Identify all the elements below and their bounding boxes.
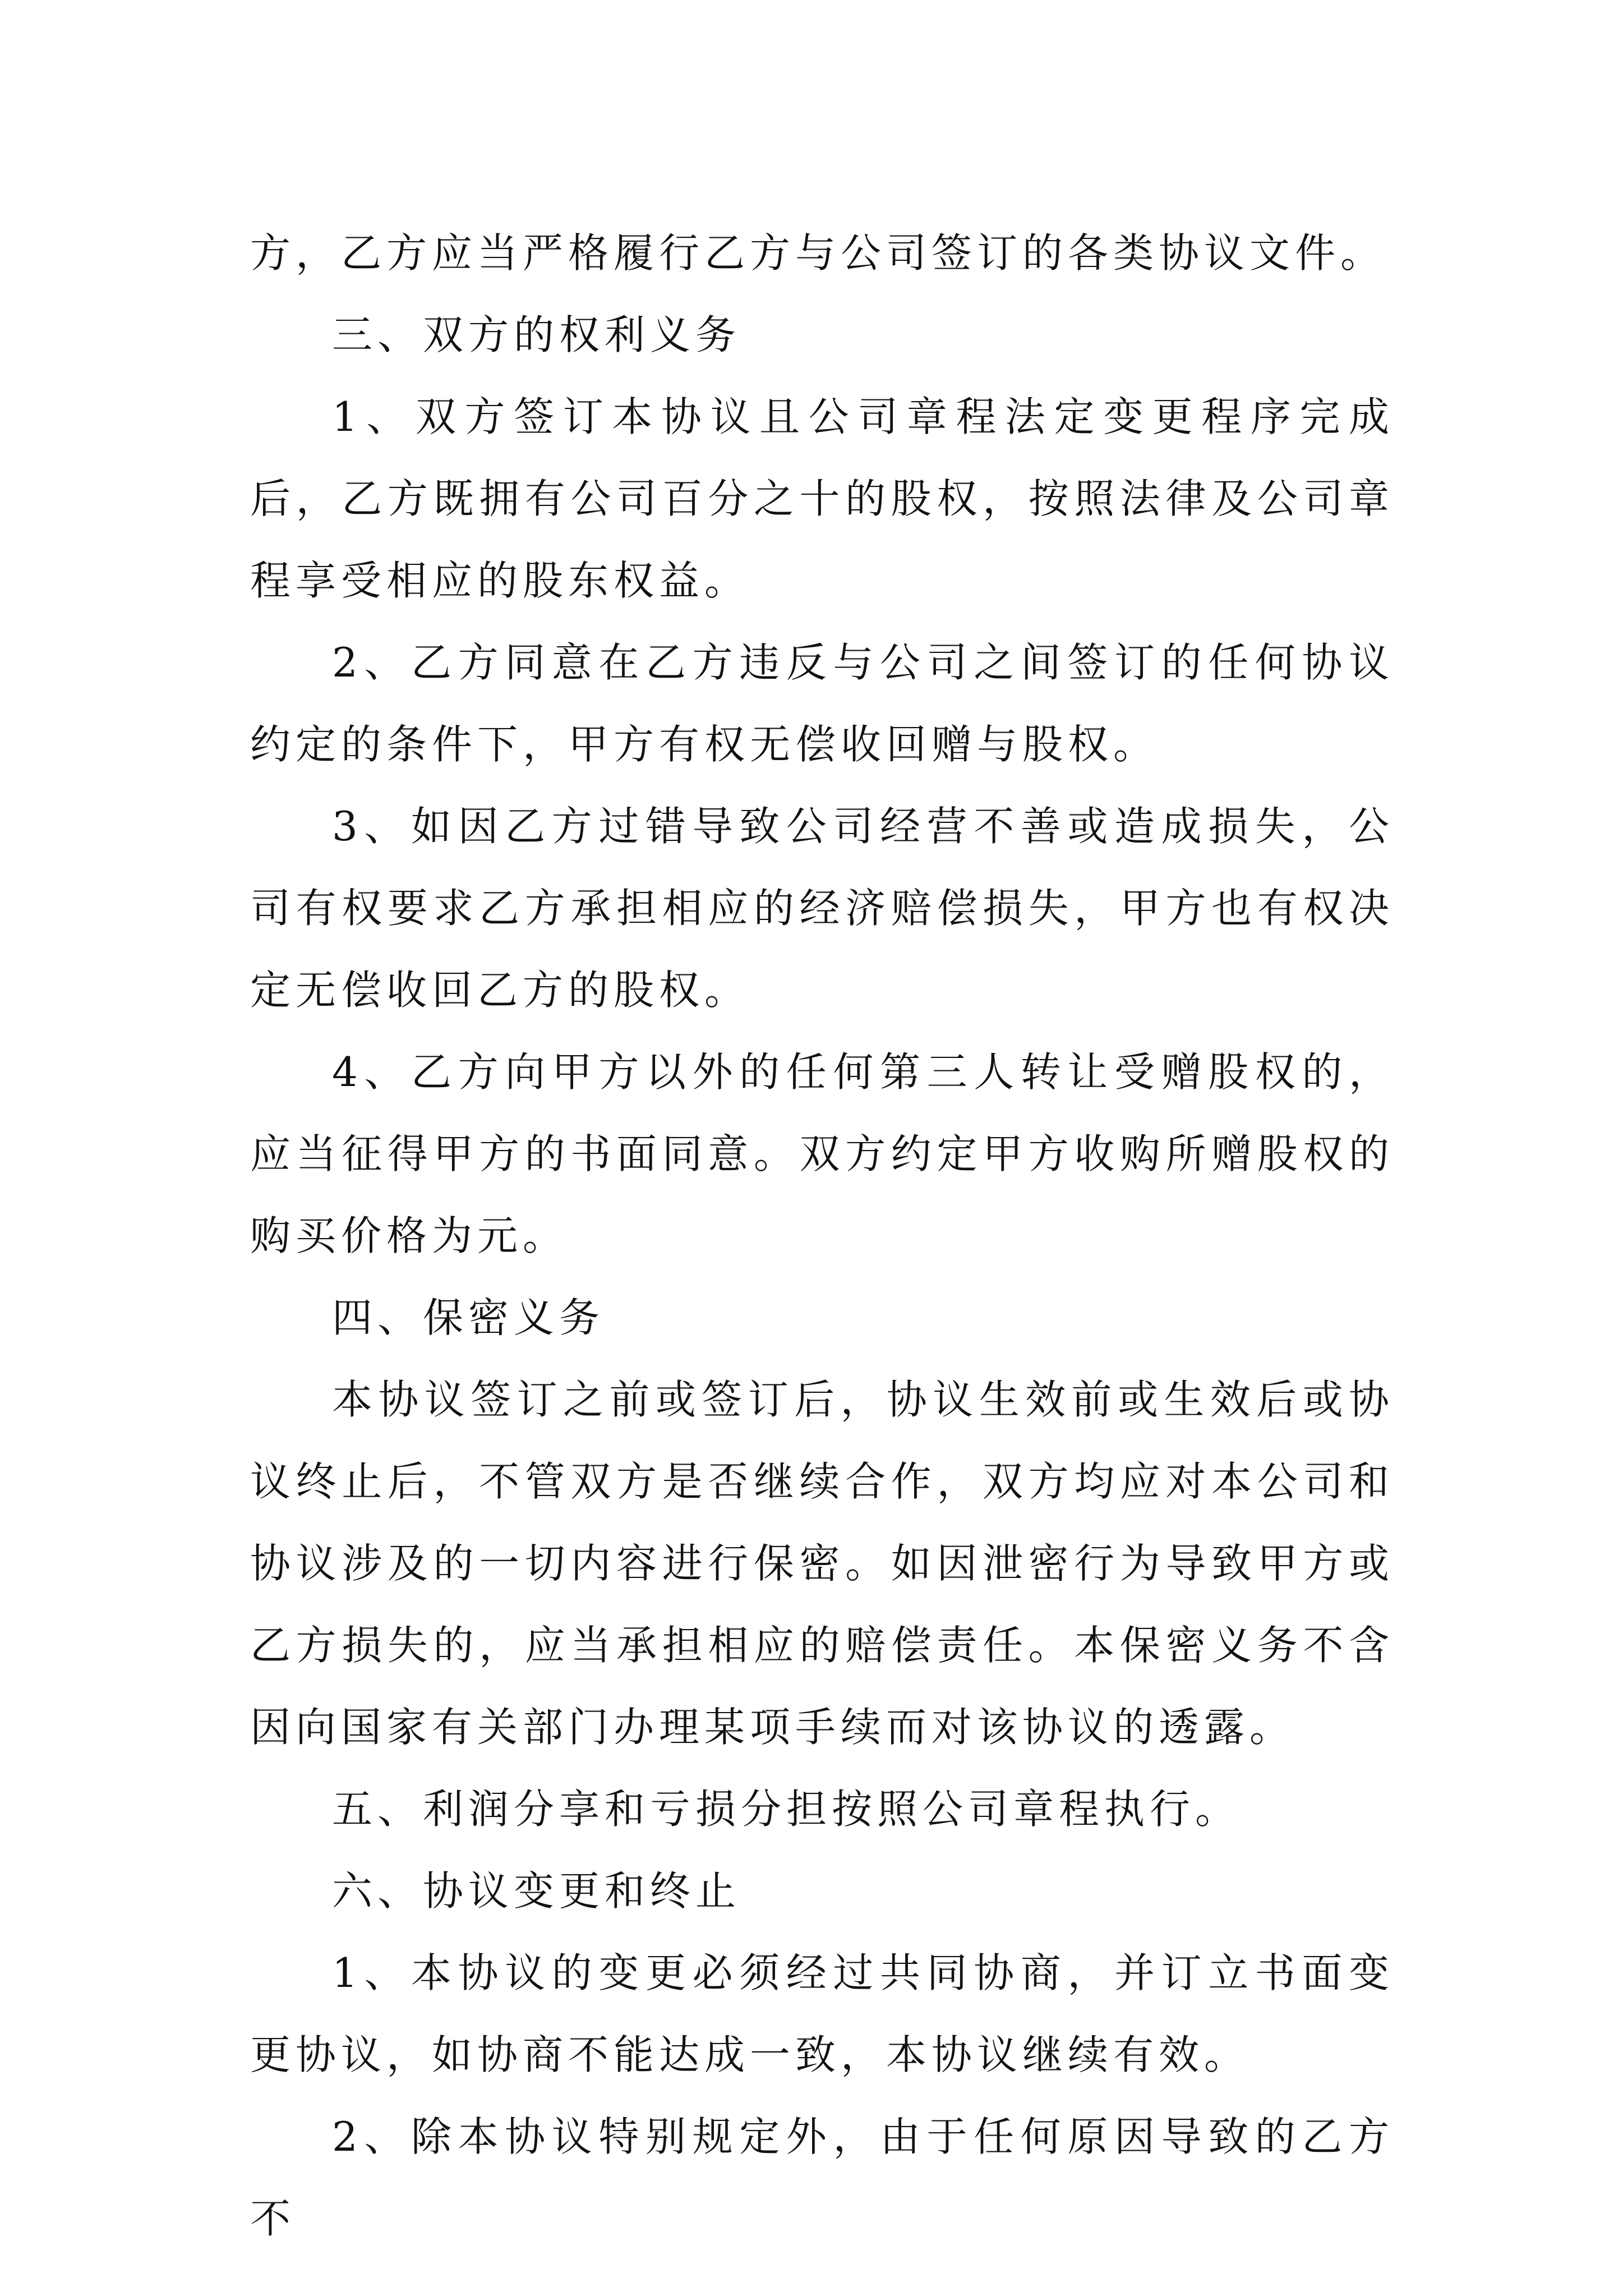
section-heading-profit-sharing: 五、利润分享和亏损分担按照公司章程执行。 (332, 1786, 1241, 1833)
paragraph-continuation: 方，乙方应当严格履行乙方与公司签订的各类协议文件。 (250, 229, 1386, 277)
clause-paragraph: 3、如因乙方过错导致公司经营不善或造成损失，公司有权要求乙方承担相应的经济赔偿损失，甲方也有权决定无偿收回乙方的股权。 (250, 803, 1394, 1014)
clause-paragraph: 1、双方签订本协议且公司章程法定变更程序完成后，乙方既拥有公司百分之十的股权，按照法律及公司章程享受相应的股东权益。 (250, 393, 1394, 604)
clause-paragraph: 本协议签订之前或签订后，协议生效前或生效后或协议终止后，不管双方是否继续合作，双方均应对本公司和协议涉及的一切内容进行保密。如因泄密行为导致甲方或乙方损失的，应当承担相应的赔偿责任。本保密义务不含因向国家有关部门办理某项手续而对该协议的透露。 (250, 1376, 1394, 1751)
section-heading-rights-obligations: 三、双方的权利义务 (332, 311, 741, 358)
clause-paragraph: 2、除本协议特别规定外，由于任何原因导致的乙方不 (250, 2113, 1394, 2242)
clause-paragraph: 2、乙方同意在乙方违反与公司之间签订的任何协议约定的条件下，甲方有权无偿收回赠与股权。 (250, 639, 1394, 768)
clause-paragraph: 4、乙方向甲方以外的任何第三人转让受赠股权的，应当征得甲方的书面同意。双方约定甲方收购所赠股权的购买价格为元。 (250, 1048, 1394, 1259)
section-heading-confidentiality: 四、保密义务 (332, 1294, 605, 1341)
section-heading-amendment-termination: 六、协议变更和终止 (332, 1867, 741, 1915)
clause-paragraph: 1、本协议的变更必须经过共同协商，并订立书面变更协议，如协商不能达成一致，本协议继续有效。 (250, 1949, 1394, 2078)
document-body (250, 212, 1394, 2260)
